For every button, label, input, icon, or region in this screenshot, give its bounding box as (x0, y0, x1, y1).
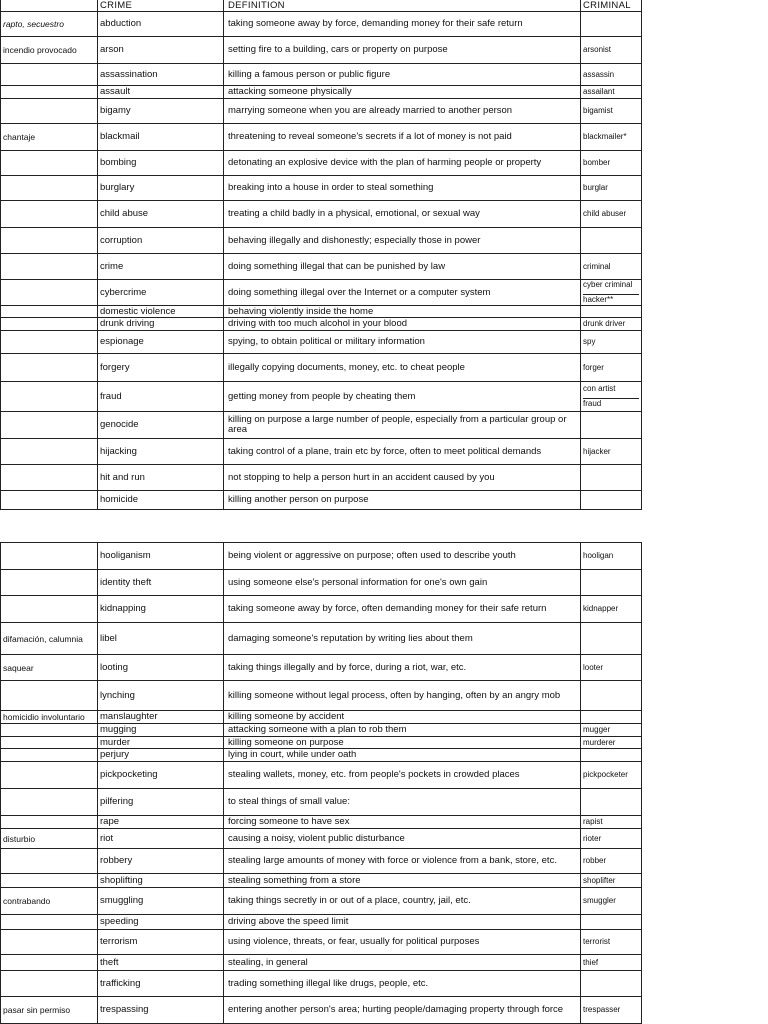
crime-cell: genocide (98, 412, 224, 439)
criminal-cell: kidnapper (581, 596, 642, 623)
table-row (1, 201, 642, 228)
spanish-cell (1, 955, 98, 971)
crime-cell: pilfering (98, 789, 224, 816)
criminal-cell (581, 306, 642, 318)
crime-cell: perjury (98, 749, 224, 762)
header-crime: CRIME (98, 0, 224, 12)
crime-cell: smuggling (98, 888, 224, 915)
crime-cell: rape (98, 816, 224, 829)
spanish-cell (1, 354, 98, 382)
table-row (1, 655, 642, 681)
spanish-cell (1, 318, 98, 331)
crime-cell: shoplifting (98, 874, 224, 888)
table-row (1, 331, 642, 354)
table-row (1, 623, 642, 655)
crime-cell: hit and run (98, 465, 224, 491)
spanish-cell (1, 382, 98, 412)
crime-cell: blackmail (98, 124, 224, 151)
criminal-cell (581, 491, 642, 510)
definition-cell: illegally copying documents, money, etc. to cheat people (224, 354, 581, 382)
spanish-cell (1, 971, 98, 997)
table-row (1, 711, 642, 724)
definition-cell: killing another person on purpose (224, 491, 581, 510)
definition-cell: damaging someone's reputation by writing lies about them (224, 623, 581, 655)
crime-cell: hijacking (98, 439, 224, 465)
crime-cell: drunk driving (98, 318, 224, 331)
crime-cell: arson (98, 37, 224, 64)
spanish-cell (1, 762, 98, 789)
criminal-term: cyber criminal (583, 280, 633, 289)
spanish-cell (1, 151, 98, 176)
crime-cell: pickpocketing (98, 762, 224, 789)
table-row (1, 681, 642, 711)
criminal-cell: rioter (581, 829, 642, 849)
criminal-cell (581, 228, 642, 254)
spanish-cell: rapto, secuestro (1, 12, 98, 37)
spanish-cell (1, 176, 98, 201)
spanish-cell (1, 491, 98, 510)
definition-cell: behaving illegally and dishonestly; especially those in power (224, 228, 581, 254)
crime-cell: speeding (98, 915, 224, 930)
crime-cell: manslaughter (98, 711, 224, 724)
criminal-cell (581, 681, 642, 711)
table-row (1, 955, 642, 971)
spanish-cell (1, 86, 98, 99)
crime-cell: robbery (98, 849, 224, 874)
spanish-cell (1, 465, 98, 491)
definition-cell: causing a noisy, violent public disturbance (224, 829, 581, 849)
definition-cell: taking someone away by force, demanding money for their safe return (224, 12, 581, 37)
definition-cell: killing someone without legal process, often by hanging, often by an angry mob (224, 681, 581, 711)
table-row (1, 176, 642, 201)
crime-cell: lynching (98, 681, 224, 711)
definition-cell: taking control of a plane, train etc by force, often to meet political demands (224, 439, 581, 465)
criminal-cell: rapist (581, 816, 642, 829)
crime-cell: looting (98, 655, 224, 681)
header-criminal: CRIMINAL (581, 0, 642, 12)
criminal-cell (581, 711, 642, 724)
criminal-cell (581, 12, 642, 37)
spanish-cell (1, 749, 98, 762)
definition-cell: trading something illegal like drugs, people, etc. (224, 971, 581, 997)
crime-cell: fraud (98, 382, 224, 412)
crime-cell: riot (98, 829, 224, 849)
criminal-cell: pickpocketer (581, 762, 642, 789)
spanish-cell (1, 915, 98, 930)
definition-cell: killing someone by accident (224, 711, 581, 724)
crime-cell: libel (98, 623, 224, 655)
crime-cell: cybercrime (98, 280, 224, 306)
spanish-cell: incendio provocado (1, 37, 98, 64)
definition-cell: not stopping to help a person hurt in an accident caused by you (224, 465, 581, 491)
crime-cell: bombing (98, 151, 224, 176)
criminal-cell: forger (581, 354, 642, 382)
criminal-cell (581, 280, 642, 306)
definition-cell: using violence, threats, or fear, usually for political purposes (224, 930, 581, 955)
criminal-cell: looter (581, 655, 642, 681)
table-row (1, 86, 642, 99)
criminal-cell: hijacker (581, 439, 642, 465)
table-row (1, 749, 642, 762)
spanish-cell (1, 681, 98, 711)
spanish-cell (1, 789, 98, 816)
table-row (1, 318, 642, 331)
spanish-cell (1, 280, 98, 306)
definition-cell: attacking someone physically (224, 86, 581, 99)
table-row (1, 789, 642, 816)
table-row (1, 439, 642, 465)
spanish-cell: difamación, calumnia (1, 623, 98, 655)
table-row (1, 306, 642, 318)
criminal-cell: robber (581, 849, 642, 874)
definition-cell: stealing wallets, money, etc. from people's pockets in crowded places (224, 762, 581, 789)
spanish-cell: contrabando (1, 888, 98, 915)
spanish-cell (1, 201, 98, 228)
criminal-cell (581, 623, 642, 655)
header-spanish (1, 0, 98, 12)
crime-cell: forgery (98, 354, 224, 382)
table-row (1, 888, 642, 915)
definition-cell: stealing large amounts of money with force or violence from a bank, store, etc. (224, 849, 581, 874)
crime-table-top (0, 0, 642, 510)
criminal-term-alt: fraud (583, 398, 639, 409)
table-row (1, 465, 642, 491)
table-row (1, 12, 642, 37)
definition-cell: being violent or aggressive on purpose; often used to describe youth (224, 543, 581, 570)
criminal-cell (581, 789, 642, 816)
spanish-cell (1, 816, 98, 829)
definition-cell: killing on purpose a large number of people, especially from a particular group or area (224, 412, 581, 439)
criminal-cell (581, 382, 642, 412)
spanish-cell: saquear (1, 655, 98, 681)
crime-cell: homicide (98, 491, 224, 510)
definition-cell: lying in court, while under oath (224, 749, 581, 762)
definition-cell: detonating an explosive device with the plan of harming people or property (224, 151, 581, 176)
table-row (1, 64, 642, 86)
definition-cell: attacking someone with a plan to rob them (224, 724, 581, 737)
spanish-cell (1, 596, 98, 623)
table-row (1, 762, 642, 789)
criminal-cell: bigamist (581, 99, 642, 124)
crime-cell: child abuse (98, 201, 224, 228)
spanish-cell: disturbio (1, 829, 98, 849)
crime-cell: theft (98, 955, 224, 971)
spanish-cell (1, 874, 98, 888)
table-row (1, 737, 642, 749)
definition-cell: killing someone on purpose (224, 737, 581, 749)
spanish-cell (1, 64, 98, 86)
spanish-cell (1, 306, 98, 318)
table-row (1, 354, 642, 382)
definition-cell: marrying someone when you are already married to another person (224, 99, 581, 124)
spanish-cell (1, 930, 98, 955)
spanish-cell: pasar sin permiso (1, 997, 98, 1024)
table-row (1, 543, 642, 570)
crime-cell: abduction (98, 12, 224, 37)
table-row (1, 724, 642, 737)
table-row (1, 849, 642, 874)
crime-cell: trespassing (98, 997, 224, 1024)
crime-cell: identity theft (98, 570, 224, 596)
criminal-cell (581, 971, 642, 997)
criminal-term: con artist (583, 384, 616, 393)
definition-cell: doing something illegal over the Internet or a computer system (224, 280, 581, 306)
table-row (1, 37, 642, 64)
criminal-cell: thief (581, 955, 642, 971)
spanish-cell: chantaje (1, 124, 98, 151)
spanish-cell (1, 228, 98, 254)
criminal-cell: shoplifter (581, 874, 642, 888)
spanish-cell (1, 439, 98, 465)
criminal-cell: assassin (581, 64, 642, 86)
criminal-term-alt: hacker** (583, 294, 639, 305)
criminal-cell (581, 465, 642, 491)
spanish-cell (1, 99, 98, 124)
definition-cell: using someone else's personal information for one's own gain (224, 570, 581, 596)
header-row (1, 0, 642, 12)
table-row (1, 596, 642, 623)
table-row (1, 151, 642, 176)
table-row (1, 99, 642, 124)
crime-cell: espionage (98, 331, 224, 354)
table-row (1, 382, 642, 412)
table-row (1, 971, 642, 997)
definition-cell: driving above the speed limit (224, 915, 581, 930)
table-row (1, 412, 642, 439)
crime-cell: terrorism (98, 930, 224, 955)
criminal-cell (581, 412, 642, 439)
criminal-cell (581, 570, 642, 596)
definition-cell: to steal things of small value: (224, 789, 581, 816)
definition-cell: taking someone away by force, often demanding money for their safe return (224, 596, 581, 623)
crime-cell: trafficking (98, 971, 224, 997)
criminal-cell (581, 915, 642, 930)
spanish-cell (1, 724, 98, 737)
criminal-cell: drunk driver (581, 318, 642, 331)
criminal-cell: smuggler (581, 888, 642, 915)
crime-cell: mugging (98, 724, 224, 737)
spanish-cell (1, 570, 98, 596)
criminal-cell: spy (581, 331, 642, 354)
definition-cell: stealing, in general (224, 955, 581, 971)
criminal-cell: burglar (581, 176, 642, 201)
criminal-cell: terrorist (581, 930, 642, 955)
definition-cell: breaking into a house in order to steal something (224, 176, 581, 201)
definition-cell: killing a famous person or public figure (224, 64, 581, 86)
table-row (1, 254, 642, 280)
table-row (1, 816, 642, 829)
table-row (1, 915, 642, 930)
table-row (1, 829, 642, 849)
definition-cell: entering another person's area; hurting people/damaging property through force (224, 997, 581, 1024)
definition-cell: taking things illegally and by force, during a riot, war, etc. (224, 655, 581, 681)
spanish-cell (1, 254, 98, 280)
table-row (1, 997, 642, 1024)
criminal-cell: criminal (581, 254, 642, 280)
criminal-cell: child abuser (581, 201, 642, 228)
crime-cell: kidnapping (98, 596, 224, 623)
table-row (1, 124, 642, 151)
crime-table-bottom (0, 542, 642, 1024)
definition-cell: forcing someone to have sex (224, 816, 581, 829)
crime-cell: assassination (98, 64, 224, 86)
table-row (1, 228, 642, 254)
definition-cell: setting fire to a building, cars or property on purpose (224, 37, 581, 64)
crime-cell: murder (98, 737, 224, 749)
definition-cell: treating a child badly in a physical, emotional, or sexual way (224, 201, 581, 228)
crime-cell: burglary (98, 176, 224, 201)
table-row (1, 491, 642, 510)
definition-cell: spying, to obtain political or military information (224, 331, 581, 354)
spanish-cell (1, 412, 98, 439)
definition-cell: stealing something from a store (224, 874, 581, 888)
criminal-cell: arsonist (581, 37, 642, 64)
criminal-cell (581, 749, 642, 762)
criminal-cell: assailant (581, 86, 642, 99)
table-row (1, 930, 642, 955)
spanish-cell (1, 737, 98, 749)
crime-cell: bigamy (98, 99, 224, 124)
table-row (1, 570, 642, 596)
spanish-cell (1, 849, 98, 874)
table-row (1, 874, 642, 888)
spanish-cell (1, 331, 98, 354)
definition-cell: behaving violently inside the home (224, 306, 581, 318)
spanish-cell (1, 543, 98, 570)
crime-cell: corruption (98, 228, 224, 254)
definition-cell: taking things secretly in or out of a place, country, jail, etc. (224, 888, 581, 915)
criminal-cell: mugger (581, 724, 642, 737)
crime-cell: assault (98, 86, 224, 99)
definition-cell: getting money from people by cheating them (224, 382, 581, 412)
criminal-cell: trespasser (581, 997, 642, 1024)
spanish-cell: homicidio involuntario (1, 711, 98, 724)
definition-cell: driving with too much alcohol in your blood (224, 318, 581, 331)
criminal-cell: bomber (581, 151, 642, 176)
definition-cell: threatening to reveal someone's secrets if a lot of money is not paid (224, 124, 581, 151)
definition-cell: doing something illegal that can be punished by law (224, 254, 581, 280)
criminal-cell: hooligan (581, 543, 642, 570)
criminal-cell: murderer (581, 737, 642, 749)
table-row (1, 280, 642, 306)
header-definition: DEFINITION (224, 0, 581, 12)
criminal-cell: blackmailer* (581, 124, 642, 151)
crime-cell: domestic violence (98, 306, 224, 318)
crime-cell: hooliganism (98, 543, 224, 570)
crime-cell: crime (98, 254, 224, 280)
